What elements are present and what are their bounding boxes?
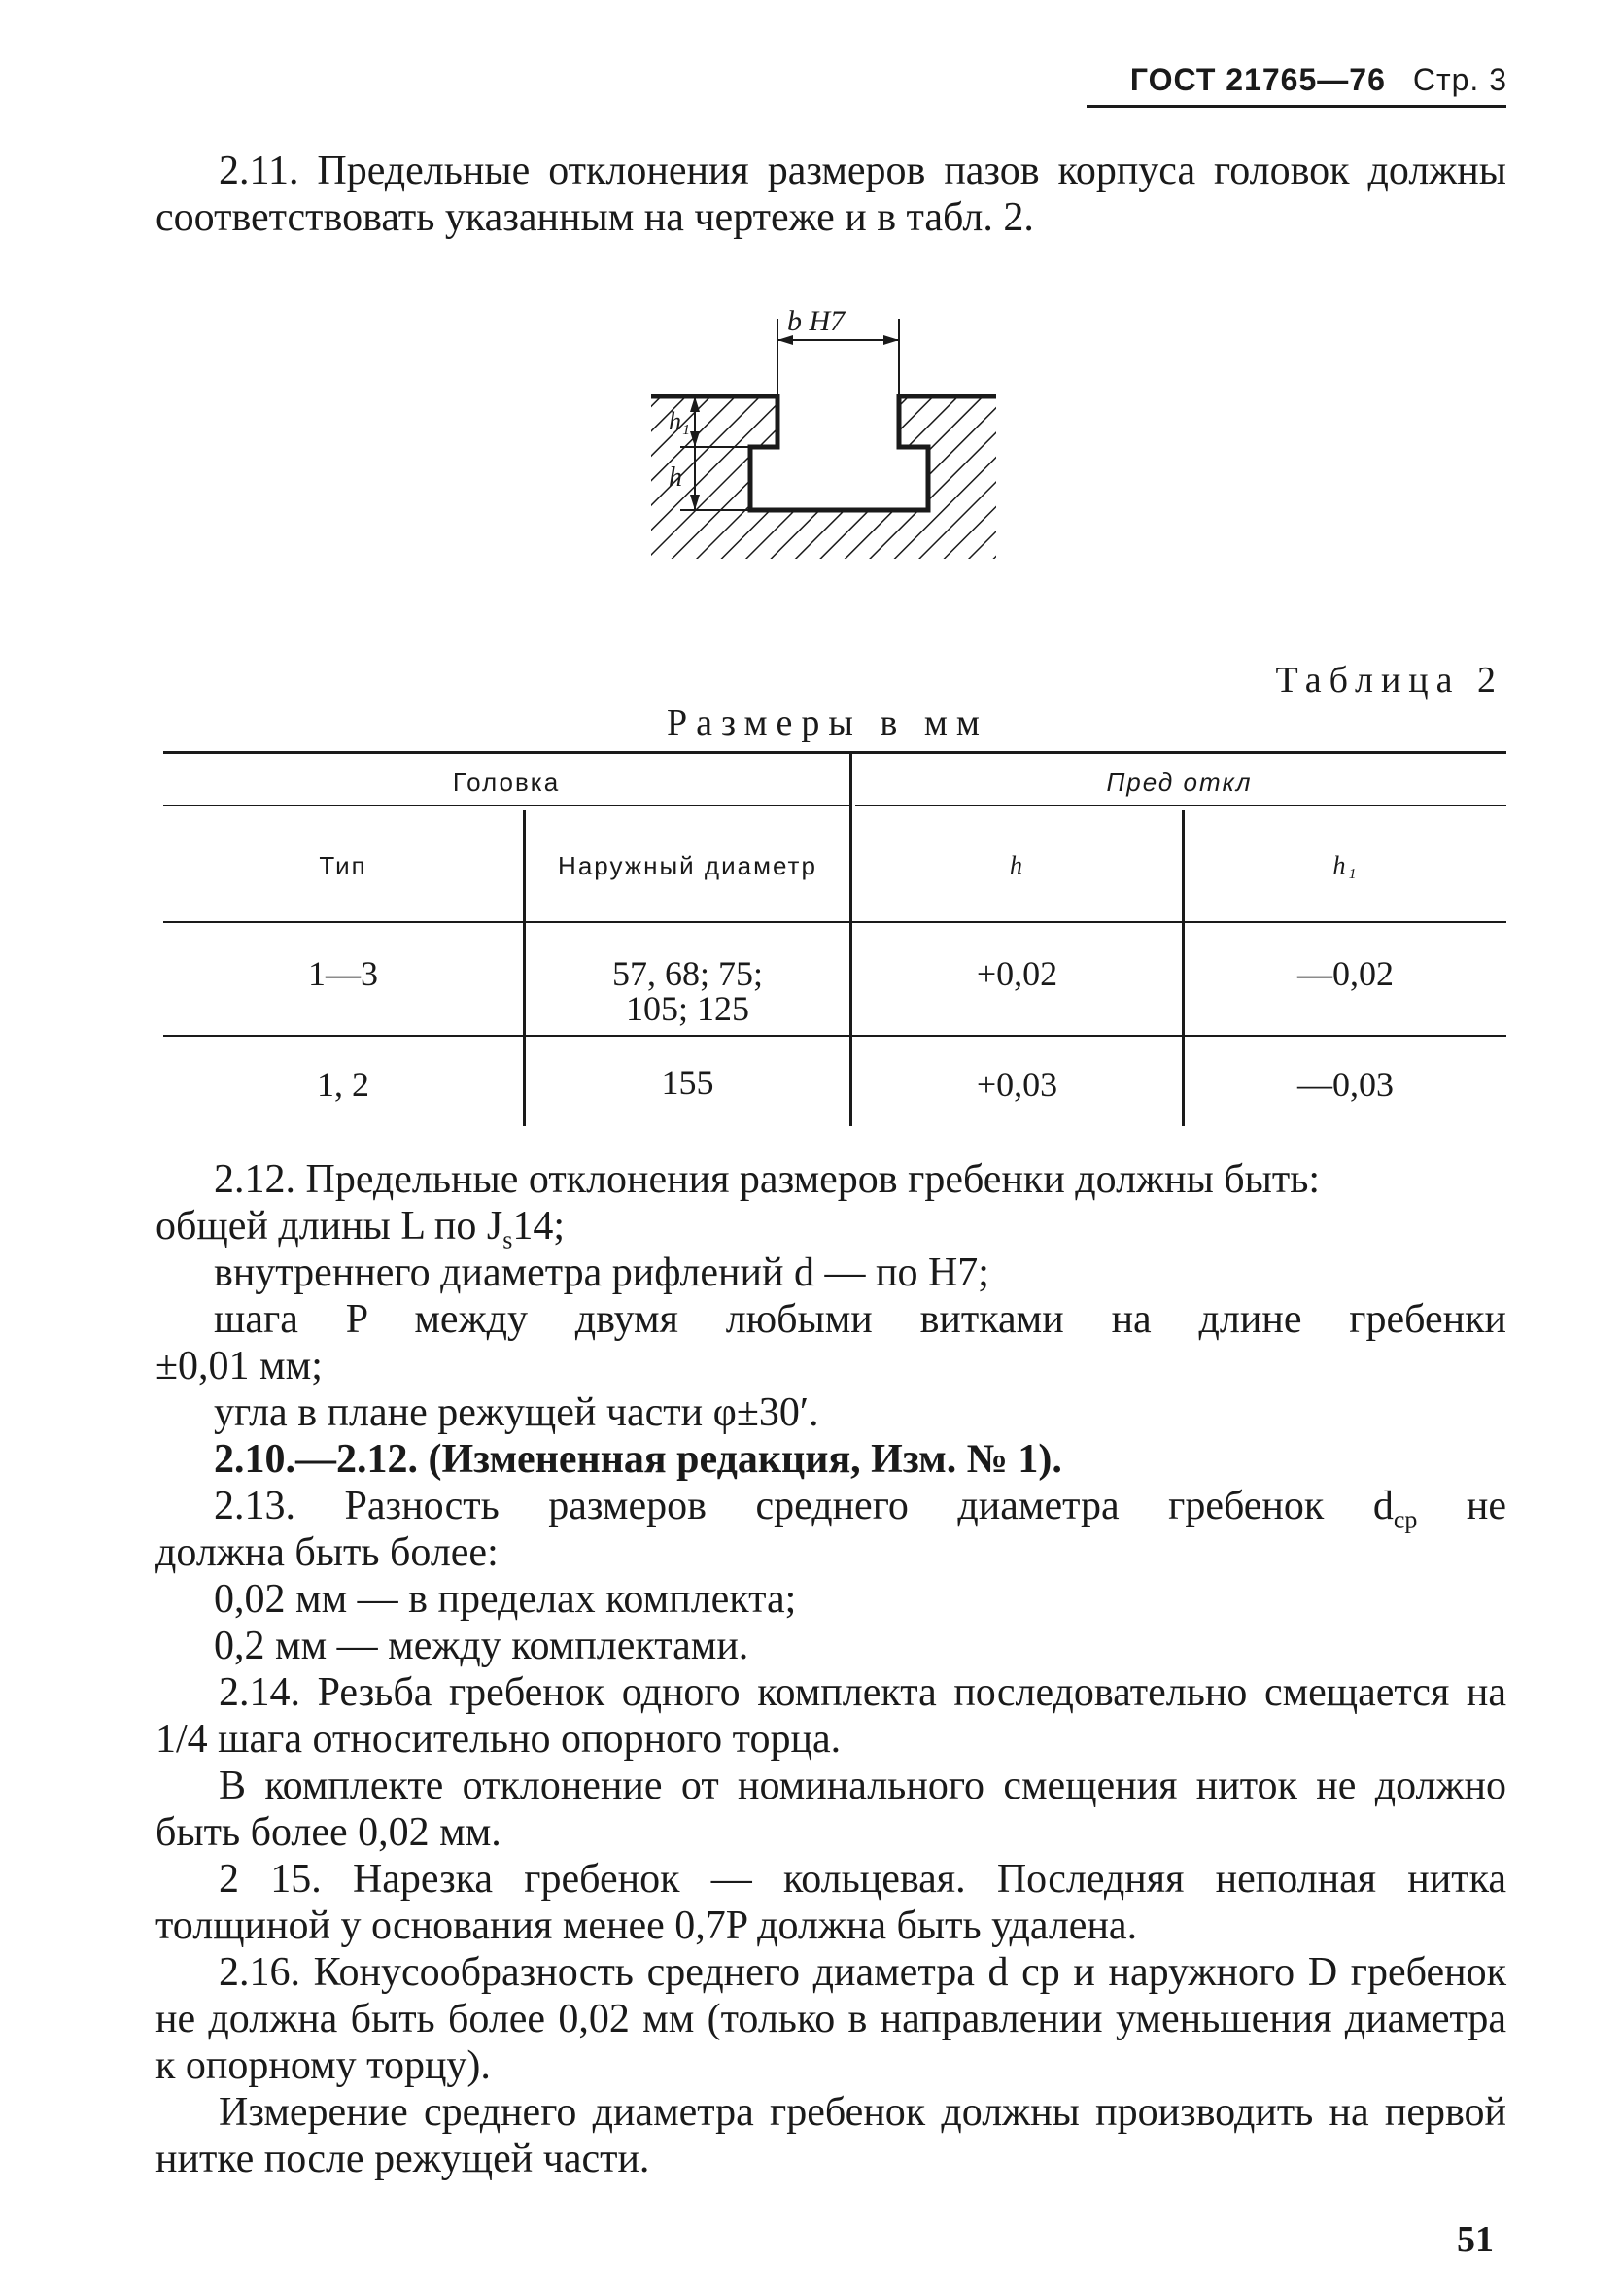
p-2-13-end: не [1466,1484,1506,1528]
p-2-12-line3: внутреннего диаметра рифлений d — по Н7; [214,1251,989,1295]
p-2-13-line3: 0,02 мм — в пределах комплекта; [214,1577,797,1622]
cell-diameter-cont: 105; 125 [625,989,749,1028]
paragraph-2-15: 2 15. Нарезка гребенок — кольцевая. Последняя неполная нитка толщиной у основания менее 0,7P должна быть удалена. [155,1857,1506,1948]
label-h1: h₁ [669,407,691,435]
page-header [1130,62,1507,98]
cell-diameter: 57, 68; 75; [611,954,763,993]
cell-h: +0,03 [976,1065,1058,1104]
header-underline [1087,105,1506,108]
p-2-12-line2-end: 14; [512,1204,566,1249]
paragraph-measurement: Измерение среднего диаметра гребенок должны производить на первой нитке после режущей части. [155,2090,1506,2181]
hatch-area [651,396,1001,562]
table-title: Таблица 2 [1275,660,1503,701]
paragraph-2-14b: В комплекте отклонение от номинального смещения ниток не должно быть более 0,02 мм. [155,1764,1506,1855]
p-2-12-line4: шага P между двумя любыми витками на длине гребенки [214,1297,1506,1342]
slot-drawing [641,291,1011,573]
p-2-13-text: 2.13. Разность размеров среднего диаметра гребенок d [214,1484,1394,1528]
amendment-note: 2.10.—2.12. (Измененная редакция, Изм. № 1). [214,1437,1062,1482]
p-2-13-line4: 0,2 мм — между комплектами. [214,1624,749,1668]
cell-h: +0,02 [976,954,1058,993]
label-bH7: b H7 [787,305,846,337]
p-2-12-line1: 2.12. Предельные отклонения размеров гребенки должны быть: [214,1157,1321,1202]
th-golovka: Головка [452,768,561,797]
table-units: Размеры в мм [667,703,988,743]
page-number: 51 [1457,2219,1494,2260]
th-type: Тип [319,851,367,880]
th-pred-otkl: Пред откл [1106,768,1253,797]
th-outer-diameter: Наружный диаметр [558,851,817,880]
cell-h1: —0,03 [1297,1065,1394,1104]
page-label: Стр. 3 [1412,62,1507,97]
paragraph-2-16: 2.16. Конусообразность среднего диаметра d ср и наружного D гребенок не должна быть более 0,02 мм (только в направлении уменьшения диаметра к опорному торцу). [155,1950,1506,2088]
cell-type: 1, 2 [317,1065,369,1104]
cell-type: 1—3 [308,954,378,993]
cell-h1: —0,02 [1297,954,1394,993]
paragraph-2-14: 2.14. Резьба гребенок одного комплекта последовательно смещается на 1/4 шага относительно опорного торца. [155,1670,1506,1762]
cell-diameter: 155 [661,1063,714,1102]
p-2-12-line5: ±0,01 мм; [155,1344,323,1388]
p-2-12-line6: угла в плане режущей части φ±30′. [214,1390,819,1435]
paragraph-2-11: 2.11. Предельные отклонения размеров пазов корпуса головок должны соответствовать указанным на чертеже и в табл. 2. [155,149,1506,240]
p-2-13-sub: ср [1393,1505,1418,1534]
p-2-12-line2-text: общей длины L по J [155,1204,503,1249]
standard-number: ГОСТ 21765—76 [1129,62,1386,97]
p-2-12-line2-sub: s [502,1225,513,1254]
label-h: h [669,463,682,493]
th-h: h [1010,851,1024,879]
p-2-13-line2: должна быть более: [155,1530,499,1575]
th-h1: h₁ [1332,851,1359,879]
